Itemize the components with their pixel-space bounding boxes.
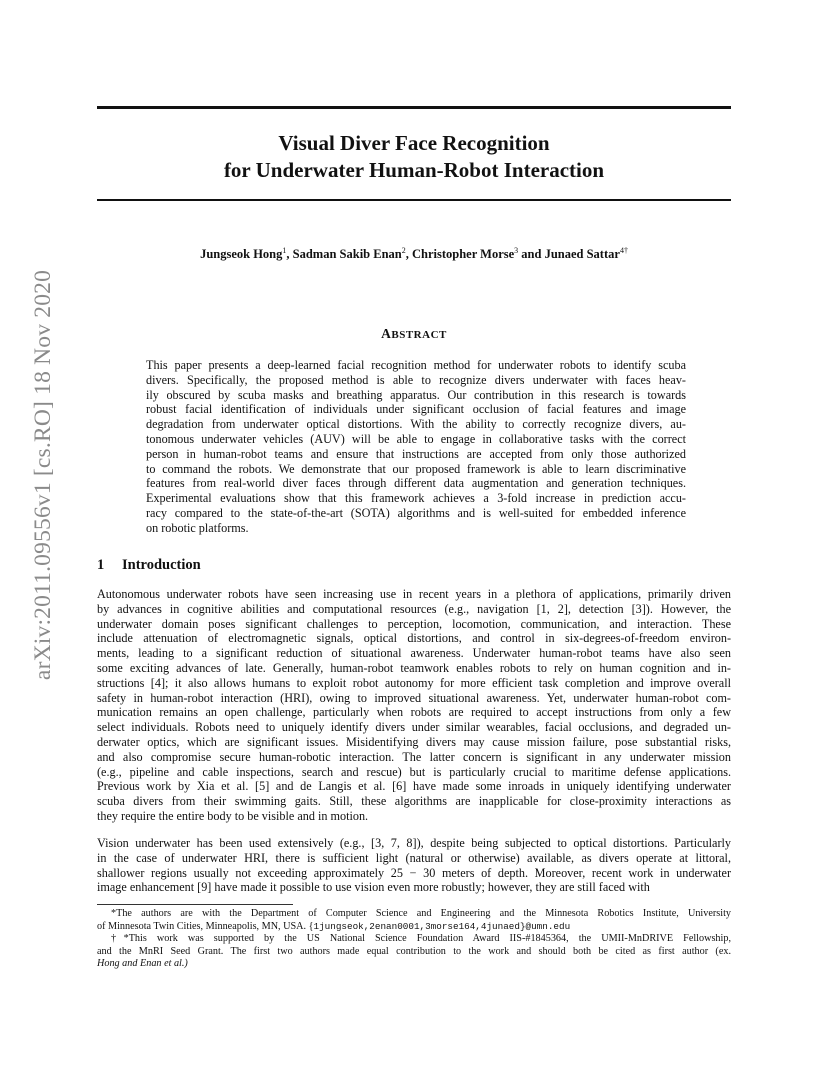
text-line: in the case of underwater HRI, there is sufficient light (natural or otherwise) available, as divers operate at littoral, — [97, 850, 731, 865]
footnote-line: Hong and Enan et al.) — [97, 958, 188, 970]
author-mark: 1 — [282, 246, 287, 255]
author-name: Sadman Sakib Enan — [292, 247, 402, 261]
text-line: ments, leading to a significant reduction of situational awareness. Underwater human-robot teams have also seen — [97, 646, 731, 661]
text-line: Previous work by Xia et al. [5] and de Langis et al. [6] have made some inroads in uniquely identifying underwater — [97, 779, 731, 794]
author-name: Jungseok Hong — [200, 247, 283, 261]
title-rule-bottom — [97, 199, 731, 201]
author-name: Junaed Sattar — [544, 247, 620, 261]
text-line: include attenuation of electromagnetic signals, optical distortions, and control in six-degrees-of-freedom environ- — [97, 631, 731, 646]
text-line: to command the robots. We demonstrate that our proposed framework is able to learn discriminative — [146, 461, 686, 476]
text-line: they require the entire body to be visible and in motion. — [97, 808, 369, 823]
text-line: safety in human-robot interaction (HRI), owing to improved situational awareness. Yet, underwater human-robot com- — [97, 690, 731, 705]
text-line: scuba divers from their swimming gaits. Still, these algorithms are inapplicable for close-proximity interactions as — [97, 794, 731, 809]
text-line: munication remains an open challenge, particularly when robots are required to accept instructions from only a few — [97, 705, 731, 720]
author-separator: , — [405, 247, 412, 261]
text-line: person in human-robot teams and ensure that instructions are accepted from only those authorized — [146, 446, 686, 461]
footnote-rule — [97, 904, 293, 905]
text-line: select individuals. Robots need to uniquely identify divers under similar wearables, facial occlusions, and degraded un- — [97, 720, 731, 735]
text-line: on robotic platforms. — [146, 520, 249, 535]
section-heading — [97, 557, 201, 574]
abstract-text — [146, 358, 686, 536]
abstract-heading — [97, 326, 731, 342]
text-line: This paper presents a deep-learned facial recognition method for underwater robots to identify scuba — [146, 358, 686, 372]
text-line: (e.g., pipeline and cable inspections, search and rescue) but is particularly crucial to maritime defense applications. — [97, 764, 731, 779]
author-separator: , — [286, 247, 293, 261]
text-line: image enhancement [9] have made it possible to use vision even more robustly; however, they are still faced with — [97, 880, 650, 895]
text-line: and also compromise secure human-robotic interaction. The latter concern is significant in any underwater mission — [97, 749, 731, 764]
text-line: Experimental evaluations show that this framework achieves a 3-fold increase in prediction accu- — [146, 491, 686, 506]
footnote-line — [97, 921, 731, 934]
author-list — [97, 247, 731, 262]
abstract-heading-initial: A — [381, 326, 392, 341]
title-rule-top — [97, 106, 731, 109]
text-line: shallower regions usually not exceeding approximately 25 − 30 meters of depth. Moreover, recent work in underwater — [97, 865, 731, 880]
text-line: racy compared to the state-of-the-art (SOTA) algorithms and is well-suited for embedded inference — [146, 505, 686, 520]
footnote-line: *The authors are with the Department of Computer Science and Engineering and the Minnesota Robotics Institute, University — [111, 908, 731, 919]
text-line: structions [4]; it also allows humans to exploit robot autonomy for more efficient task completion and improve overall — [97, 675, 731, 690]
footnote-text: of Minnesota Twin Cities, Minneapolis, MN, USA. { — [97, 920, 314, 932]
section-number: 1 — [97, 557, 105, 573]
abstract-heading-rest: BSTRACT — [391, 329, 447, 341]
author-name: Christopher Morse — [411, 247, 515, 261]
author-mark: 4† — [619, 246, 628, 255]
text-line: by advances in cognitive abilities and computational resources (e.g., navigation [1, 2], detection [3]). However, the — [97, 601, 731, 616]
author-separator: and — [518, 247, 545, 261]
text-line: degradation from underwater optical distortions. With the ability to correctly recognize divers, au- — [146, 417, 686, 432]
intro-paragraph-2 — [97, 836, 731, 895]
title-line-2: for Underwater Human-Robot Interaction — [223, 158, 605, 182]
footnote-line: †*This work was supported by the US National Science Foundation Award IIS-#1845364, the UMII-MnDRIVE Fellowship, — [111, 933, 731, 945]
text-line: derwater optics, which are significant issues. Misidentifying divers may cause mission failure, pose substantial risks, — [97, 734, 731, 749]
footnotes — [97, 908, 731, 971]
section-title: Introduction — [122, 557, 201, 573]
text-line: underwater domain poses significant challenges to perception, locomotion, communication, and interaction. These — [97, 616, 731, 631]
text-line: robust facial identification of individuals under significant occlusion of facial features and image — [146, 402, 686, 417]
author-mark: 2 — [401, 246, 406, 255]
text-line: ily obscured by scuba masks and breathing apparatus. Our contribution in this research is towards — [146, 387, 686, 402]
author-emails: 1jungseok,2enan0001,3morse164,4junaed}@umn.edu — [313, 920, 571, 932]
title-line-1: Visual Diver Face Recognition — [278, 131, 550, 155]
arxiv-stamp: arXiv:2011.09556v1 [cs.RO] 18 Nov 2020 — [30, 269, 56, 681]
text-line: some exciting advances of late. Generally, human-robot teamwork enables robots to rely on human cognition and in- — [97, 660, 731, 675]
text-line: features from real-world diver faces through different data augmentation and generation techniques. — [146, 476, 686, 491]
footnote-line: and the MnRI Seed Grant. The first two authors made equal contribution to the work and should both be cited as first author (ex. — [97, 945, 731, 957]
text-line: tonomous underwater vehicles (AUV) will be able to engage in collaborative tasks with the correct — [146, 431, 686, 446]
intro-paragraph-1 — [97, 587, 731, 824]
text-line: Autonomous underwater robots have seen increasing use in recent years in a plethora of applications, primarily driven — [97, 587, 731, 601]
text-line: Vision underwater has been used extensively (e.g., [3, 7, 8]), despite being subjected to optical distortions. Particularly — [97, 836, 731, 850]
text-line: divers. Specifically, the proposed method is able to recognize divers underwater with faces heav- — [146, 372, 686, 387]
author-mark: 3 — [514, 246, 519, 255]
paper-title — [97, 130, 731, 184]
